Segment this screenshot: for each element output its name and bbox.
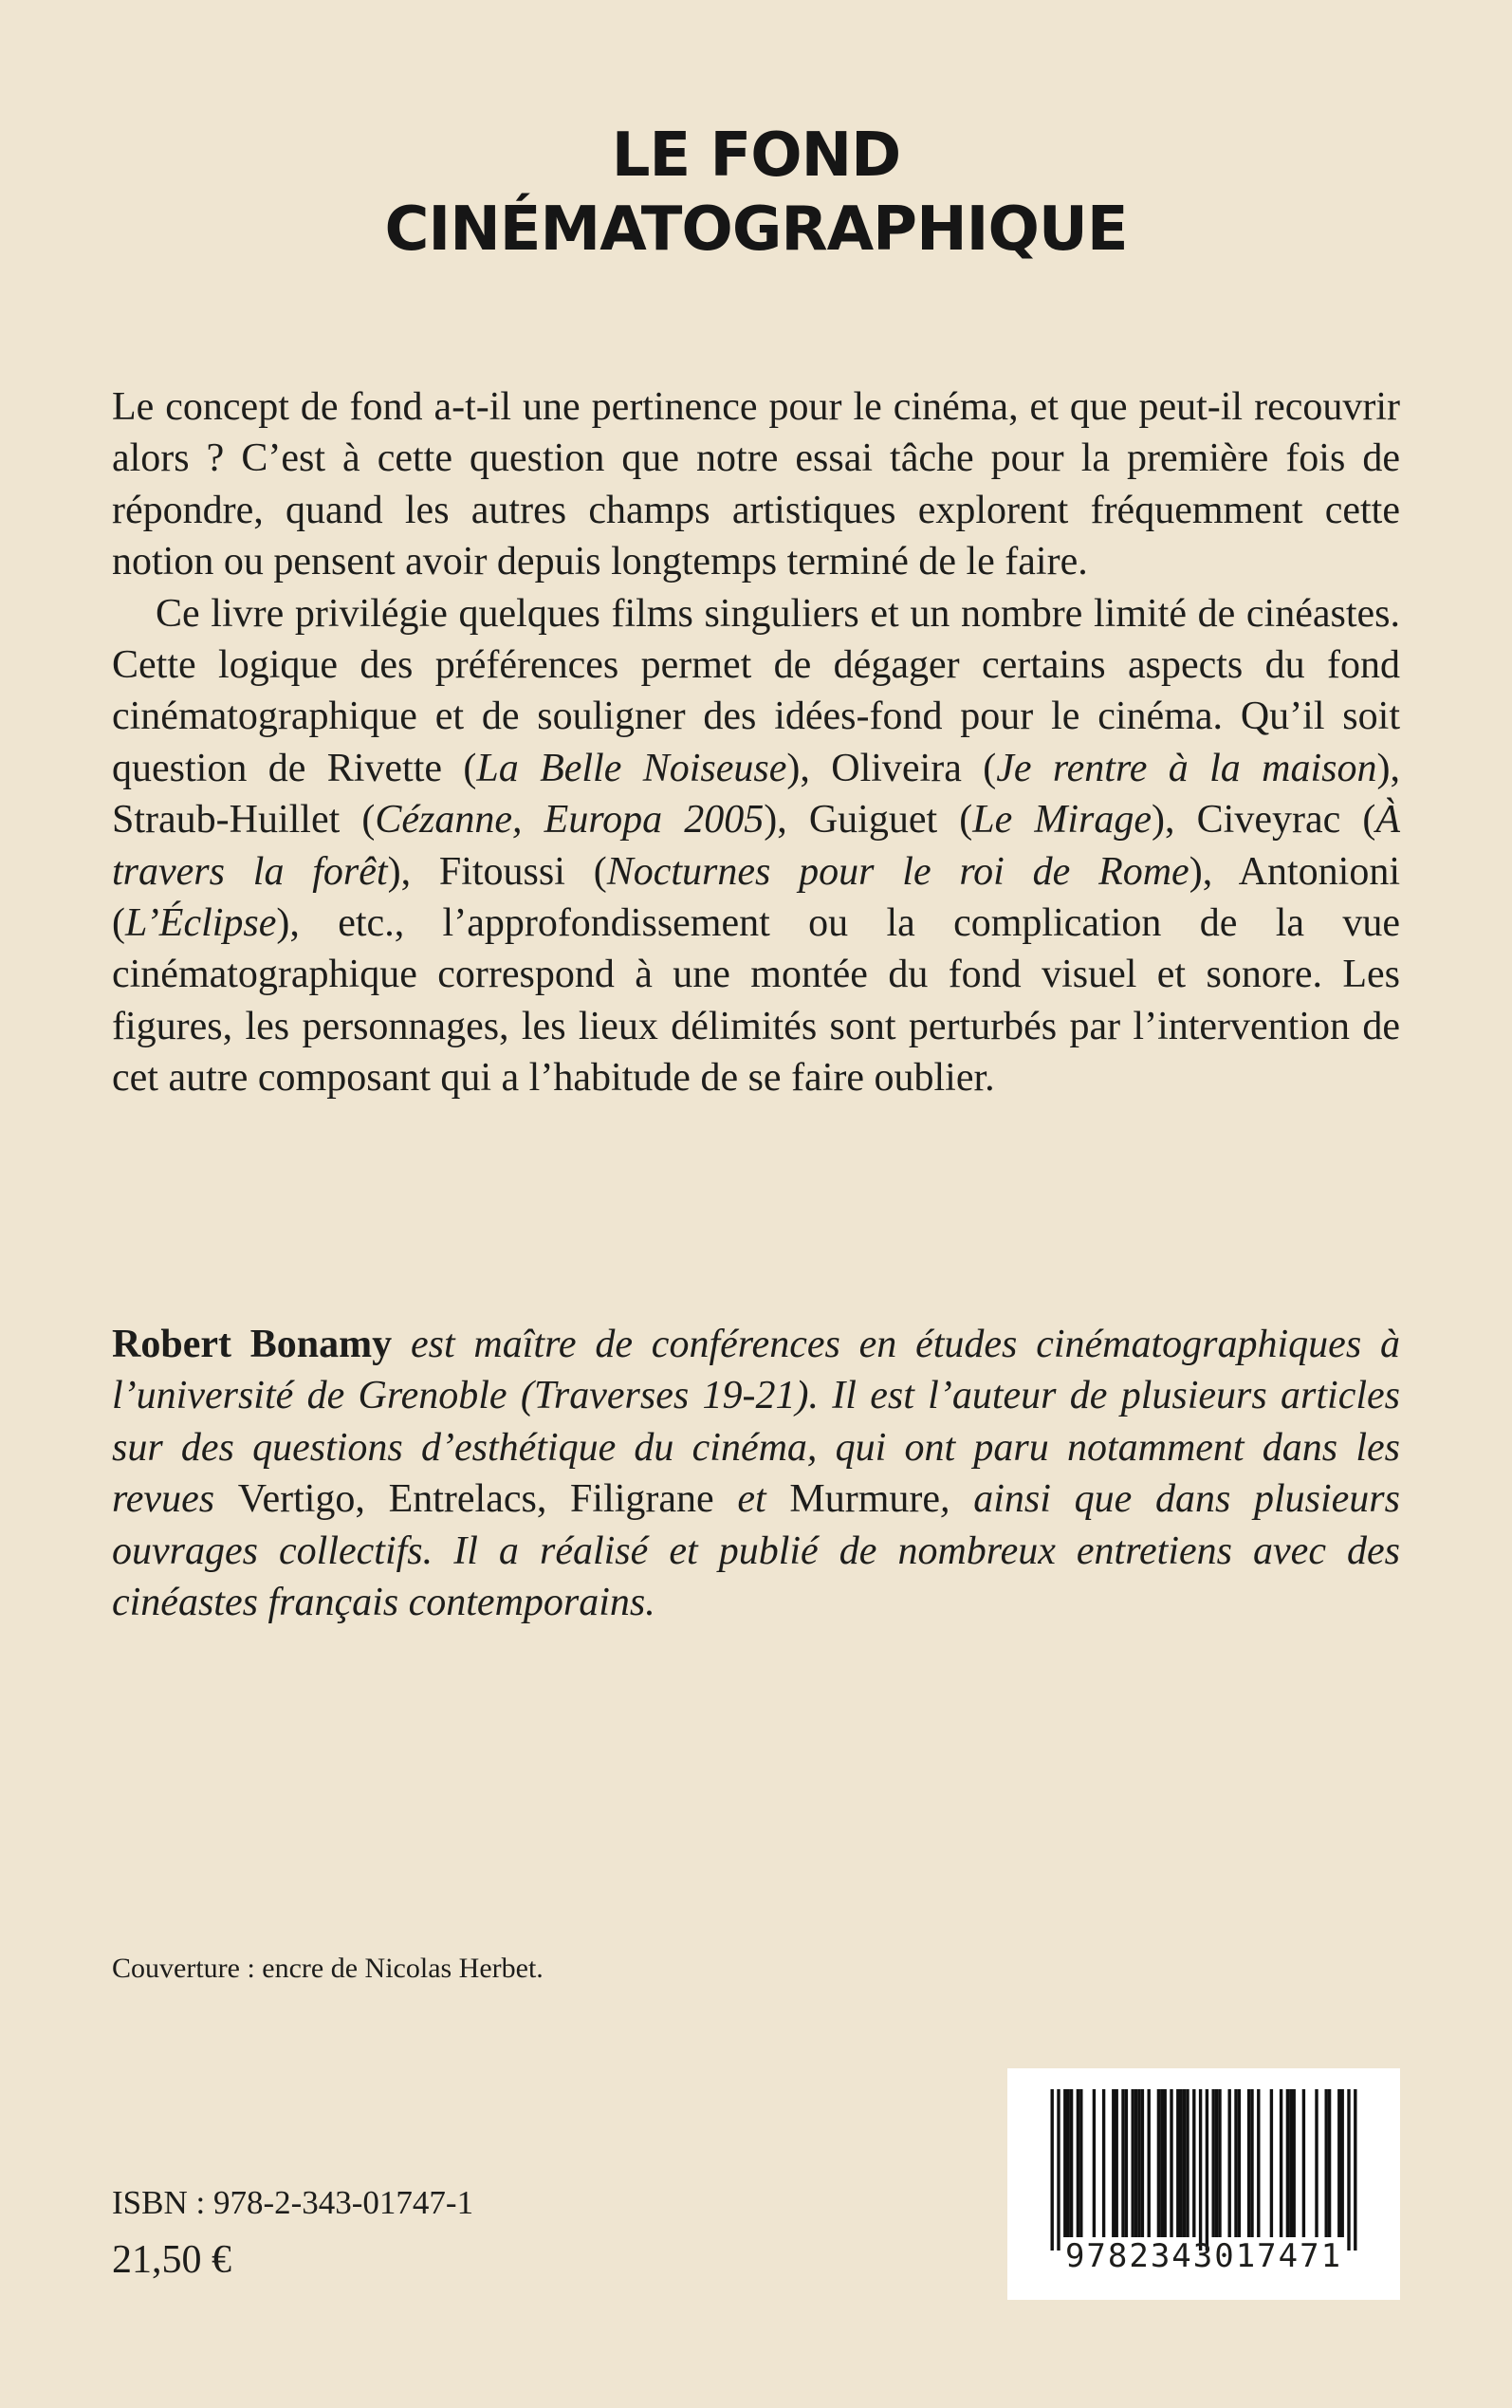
barcode-bar (1125, 2089, 1128, 2237)
barcode-bar (1160, 2089, 1163, 2237)
barcode-bar (1280, 2089, 1282, 2237)
barcode-bar (1325, 2089, 1328, 2237)
author-bio-paragraph (112, 1319, 1400, 1628)
barcode-digits: 9782343017471 (1064, 2237, 1343, 2275)
barcode-guard-bar (1354, 2089, 1356, 2251)
summary-text (112, 381, 1400, 1104)
barcode-bar (1132, 2089, 1134, 2237)
summary-text-segment: ), Guiguet ( (764, 798, 973, 843)
author-bio (112, 1319, 1400, 1628)
title-line-2: CINÉMATOGRAPHIQUE (384, 194, 1128, 265)
barcode-bar (1070, 2089, 1073, 2237)
barcode-bar (1293, 2089, 1296, 2237)
summary-paragraph-1: Le concept de fond a-t-il une pertinence pour le cinéma, et que peut-il recouvrir alors ? C’est à cette question que notre essai tâche pour la première fois de répondre, quand les autres champs artistiques explorent fréquemment cette notion ou pensent avoir depuis longtemps terminé de le faire. (112, 385, 1400, 584)
review-name: Murmure (789, 1477, 941, 1522)
film-title: À travers la forêt (112, 798, 1400, 894)
barcode-bar (1180, 2089, 1183, 2237)
barcode-guard-bar (1057, 2089, 1060, 2251)
barcode-bar (1315, 2089, 1318, 2237)
barcode-bar (1170, 2089, 1172, 2237)
barcode-bar (1121, 2089, 1124, 2237)
barcode-bar (1063, 2089, 1066, 2237)
film-title: L’Éclipse (125, 901, 277, 946)
barcode-bar (1247, 2089, 1250, 2237)
film-title: Je rentre à la maison (996, 746, 1377, 790)
barcode-bar (1286, 2089, 1289, 2237)
barcode-bar (1257, 2089, 1260, 2237)
bio-text-segment: , ainsi que dans plusieurs ouvrages collectifs. Il a réalisé et publié de nombreux entretiens avec des cinéastes français contemporains. (112, 1477, 1400, 1625)
barcode-bar (1228, 2089, 1231, 2237)
barcode-bar (1337, 2089, 1340, 2237)
bio-text-segment: est maître de conférences en études cinématographiques à l’université de Grenoble (Traverses 19-21). Il est l’auteur de plusieurs articles sur des questions d’esthétique du cinéma, qui ont paru notamment dans les revues (112, 1323, 1400, 1522)
summary-text-segment: Ce livre privilégie quelques films singuliers et un nombre limité de cinéastes. Cette logique des préférences permet de dégager certains aspects du fond cinématographique et de souligner des idées-fond pour le cinéma. Qu’il soit question de Rivette ( (112, 591, 1400, 790)
summary-paragraph-2 (112, 588, 1400, 1104)
film-title: Le Mirage (972, 798, 1152, 843)
barcode-bar (1164, 2089, 1167, 2237)
barcode-bar (1289, 2089, 1292, 2237)
barcode-bar (1270, 2089, 1273, 2237)
summary-text-segment: ), etc., l’approfondissement ou la complication de la vue cinématographique correspond à une montée du fond visuel et sonore. Les figures, les personnages, les lieux délimités sont perturbés par l’intervention de cet autre composant qui a l’habitude de se faire oublier. (112, 901, 1400, 1101)
barcode-bar (1112, 2089, 1115, 2237)
film-title: Nocturnes pour le roi de Rome (606, 849, 1189, 894)
barcode-bar (1183, 2089, 1186, 2237)
author-name: Robert Bonamy (112, 1323, 393, 1366)
barcode-bar (1234, 2089, 1237, 2237)
barcode-bar (1328, 2089, 1331, 2237)
barcode-bar (1176, 2089, 1179, 2237)
barcode-bar (1141, 2089, 1144, 2237)
barcode-bar (1137, 2089, 1140, 2237)
barcode-bar (1102, 2089, 1105, 2237)
summary-text-segment: ), Fitoussi ( (387, 849, 607, 894)
barcode-bar (1116, 2089, 1118, 2237)
summary-text-segment: ), Civeyrac ( (1152, 798, 1376, 843)
barcode-guard-bar (1347, 2089, 1350, 2251)
review-names: Vertigo, Entrelacs, Filigrane (237, 1477, 714, 1522)
barcode-bar (1077, 2089, 1079, 2237)
bio-text-segment: et (713, 1477, 790, 1522)
barcode-bar (1302, 2089, 1305, 2237)
title-line-1: LE FOND (611, 120, 901, 191)
barcode-bar (1238, 2089, 1241, 2237)
film-title: Cézanne, Europa 2005 (375, 798, 765, 843)
isbn-label: ISBN : 978-2-343-01747-1 (112, 2184, 474, 2221)
barcode-bar (1134, 2089, 1137, 2237)
barcode-bar (1250, 2089, 1253, 2237)
barcode-guard-bar (1051, 2089, 1054, 2251)
barcode-bar (1157, 2089, 1160, 2237)
barcode-bar (1215, 2089, 1218, 2237)
barcode-guard-bar (1206, 2089, 1208, 2251)
barcode-bar (1341, 2089, 1344, 2237)
barcode-bar (1218, 2089, 1221, 2237)
summary-text-segment: ), Straub-Huillet ( (112, 746, 1400, 843)
barcode-bar (1186, 2089, 1189, 2237)
barcode-bar (1093, 2089, 1096, 2237)
summary-text-segment: ), Antonioni ( (112, 849, 1401, 946)
barcode-bar (1148, 2089, 1151, 2237)
book-title (0, 119, 1512, 267)
summary-text-segment: ), Oliveira ( (786, 746, 997, 790)
film-title: La Belle Noiseuse (476, 746, 787, 790)
barcode-bar (1192, 2089, 1195, 2237)
barcode-bar (1212, 2089, 1215, 2237)
price-label: 21,50 € (112, 2238, 231, 2282)
barcode-guard-bar (1199, 2089, 1202, 2251)
cover-credit: Couverture : encre de Nicolas Herbet. (112, 1953, 544, 1984)
barcode-bar (1067, 2089, 1070, 2237)
barcode (1007, 2068, 1400, 2300)
barcode-bar (1079, 2089, 1082, 2237)
